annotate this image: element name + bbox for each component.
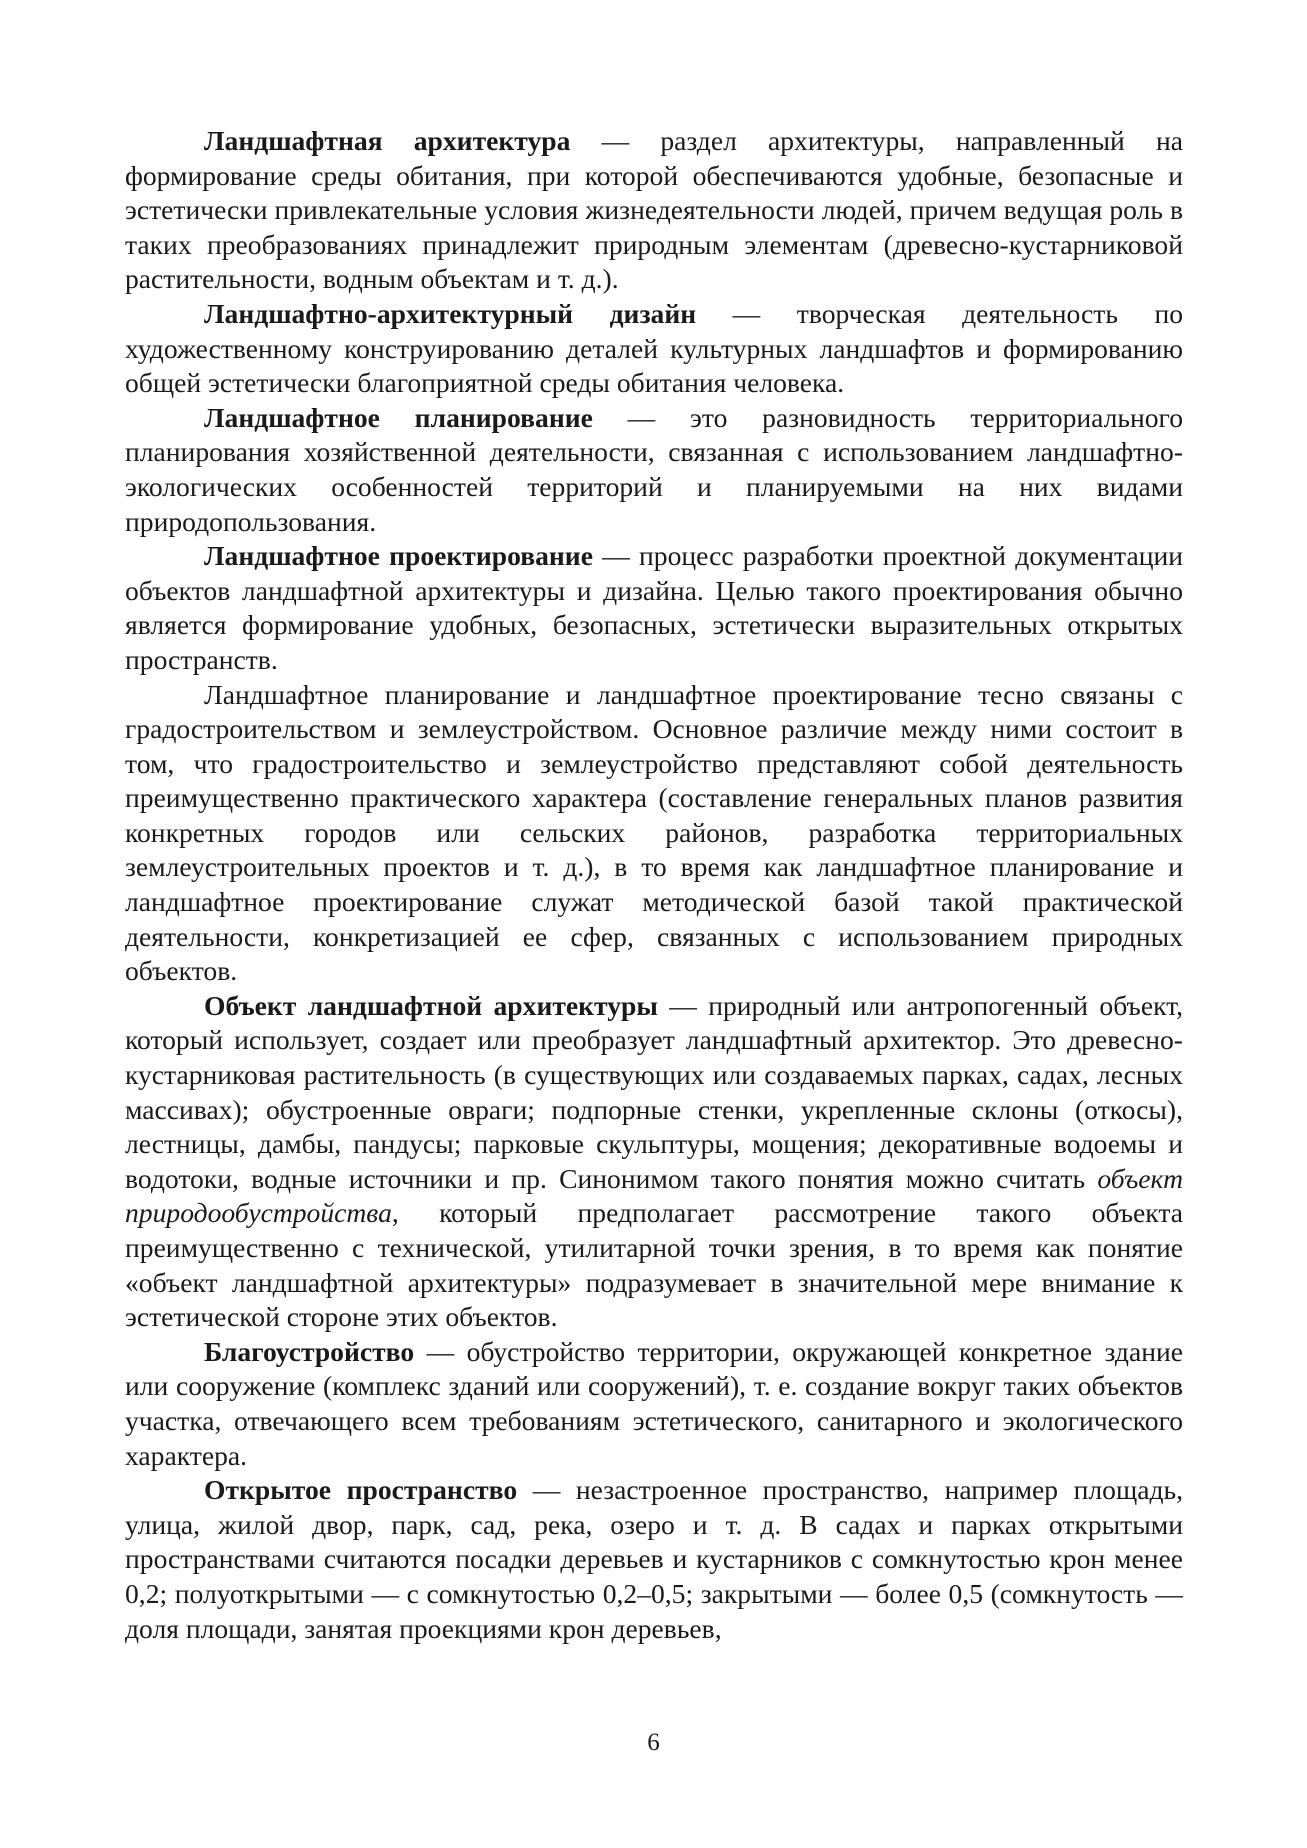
term-heading: Ландшафтная архитектура [204,125,571,156]
term-heading: Благоустройство [204,1335,415,1367]
definition-text: — раздел архитектуры, направленный на формирование среды обитания, при которой обеспечиваются удобные, безопасные и эстетически привлекательные условия жизнедеятельности людей, причем ведущая роль в таких преобразованиях принадлежит природным элементам (древесно-кустарниковой растительности, водным объектам и т. д.). [125,125,1183,295]
paragraph-landscape-design [125,297,1183,401]
definition-text: — обустройство территории, окружающей конкретное здание или сооружение (комплекс зданий или сооружений), т. е. создание вокруг таких объектов участка, отвечающего всем требованиям эстетического, санитарного и экологического характера. [125,1335,1183,1471]
paragraph-planning-vs-urbanism [125,678,1183,989]
paragraph-landscape-projecting [125,539,1183,677]
italic-term: объект природообустройства [125,1162,1183,1229]
definition-text: — незастроенное пространство, например площадь, улица, жилой двор, парк, сад, река, озеро и т. д. В садах и парках открытыми пространствами считаются посадки деревьев и кустарников с сомкнутостью крон менее 0,2; полуоткрытыми — с сомкнутостью 0,2–0,5; закрытыми — более 0,5 (сомкнутость — доля площади, занятая проекциями крон деревьев, [125,1474,1183,1644]
definition-text-continued: , который предполагает рассмотрение такого объекта преимущественно с технической, утилитарной точки зрения, в то время как понятие «объект ландшафтной архитектуры» подразумевает в значительной мере внимание к эстетической стороне этих объектов. [125,1197,1183,1333]
paragraph-improvement [125,1335,1183,1473]
paragraph-landscape-planning [125,401,1183,539]
body-text: Ландшафтное планирование и ландшафтное проектирование тесно связаны с градостроительством и землеустройством. Основное различие между ними состоит в том, что градостроительство и землеустройство представляют собой деятельность преимущественно практического характера (составление генеральных планов развития конкретных городов или сельских районов, разработка территориальных землеустроительных проектов и т. д.), в то время как ландшафтное планирование и ландшафтное проектирование служат методической базой такой практической деятельности, конкретизацией ее сфер, связанных с использованием природных объектов. [125,678,1183,987]
definition-text: — творческая деятельность по художественному конструированию деталей культурных ландшафтов и формированию общей эстетически благоприятной среды обитания человека. [125,297,1184,399]
definition-text: — природный или антропогенный объект, который использует, создает или преобразует ландшафтный архитектор. Это древесно-кустарниковая растительность (в существующих или создаваемых парках, садах, лесных массивах); обустроенные овраги; подпорные стенки, укрепленные склоны (откосы), лестницы, дамбы, пандусы; парковые скульптуры, мощения; декоративные водоемы и водотоки, водные источники и пр. Синонимом такого понятия можно считать [125,989,1183,1194]
term-heading: Ландшафтно-архитектурный дизайн [204,297,697,329]
term-heading: Ландшафтное планирование [204,401,593,433]
paragraph-landscape-architecture [125,124,1183,297]
paragraph-landscape-object [125,989,1183,1335]
term-heading: Ландшафтное проектирование [204,540,593,572]
page-number: 6 [647,1729,660,1756]
term-heading: Открытое пространство [204,1474,518,1506]
definition-text: — процесс разработки проектной документации объектов ландшафтной архитектуры и дизайна. Целью такого проектирования обычно является формирование удобных, безопасных, эстетически выразительных открытых пространств. [125,540,1184,675]
definition-text: — это разновидность территориального планирования хозяйственной деятельности, связанная с использованием ландшафтно-экологических особенностей территорий и планируемыми на них видами природопользования. [125,401,1183,537]
term-heading: Объект ландшафтной архитектуры [204,989,658,1021]
document-body [125,124,1183,1646]
paragraph-open-space [125,1473,1183,1646]
